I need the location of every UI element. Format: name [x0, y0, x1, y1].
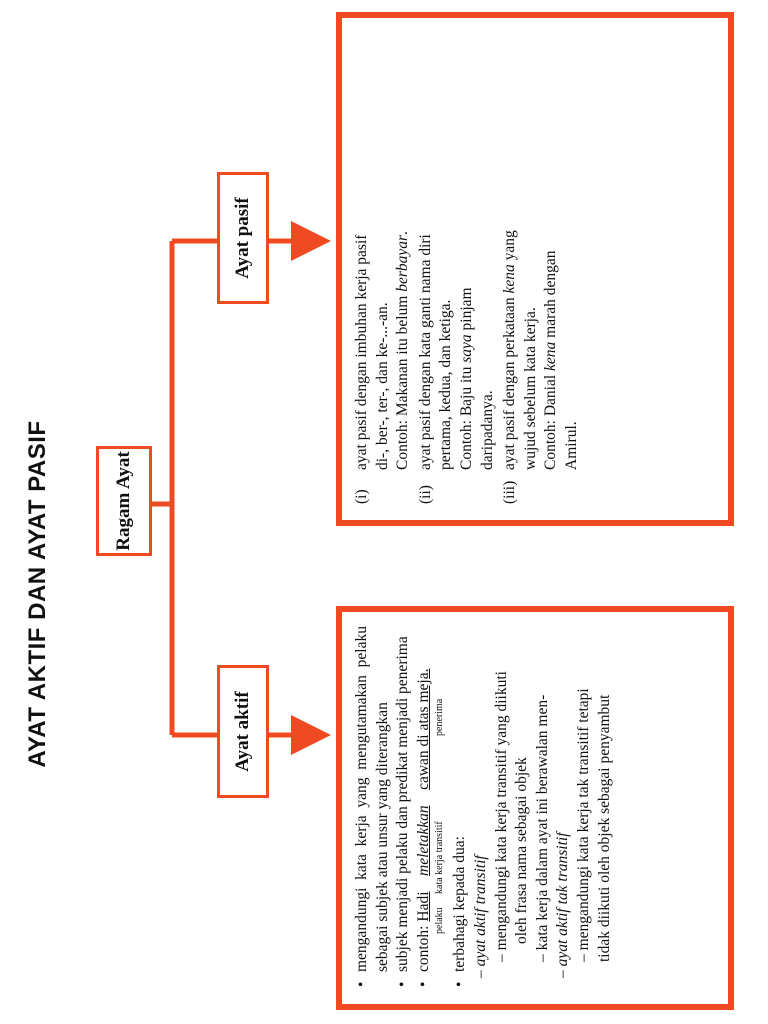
pasif-item-ii	[416, 32, 498, 504]
tag-kata-kerja-transitif: kata kerja transitif	[434, 821, 446, 894]
pasif-item-i-number: (i)	[353, 489, 370, 504]
example-tags	[435, 626, 447, 972]
pasif-item-iii-line-2: wujud sebelum kata kerja.	[521, 307, 539, 470]
pasif-item-ii-line-2: pertama, kedua, dan ketiga.	[437, 299, 455, 470]
pasif-item-iii	[500, 32, 582, 504]
aktif-bullet-4: • terbahagi kepada dua:	[450, 626, 471, 972]
aktif-tak-transitif-heading: – ayat aktif tak transitif	[554, 832, 572, 978]
example-word-hadi: Hadi	[414, 891, 432, 922]
pasif-item-i-line-1: ayat pasif dengan imbuhan kerja pasif	[353, 234, 370, 470]
pasif-item-ii-example-cont: daripadanya.	[478, 390, 496, 470]
aktif-transitif-point-2: – kata kerja dalam ayat ini berawalan men-	[533, 694, 551, 962]
pasif-item-ii-line-1: ayat pasif dengan kata ganti nama diri	[416, 234, 434, 470]
pasif-item-iii-example: Contoh: Danial kena marah dengan	[542, 250, 560, 470]
pasif-item-iii-example-cont: Amirul.	[563, 421, 581, 470]
aktif-bullet-2: • subjek menjadi pelaku dan predikat menjadi penerima	[393, 626, 414, 972]
pasif-item-iii-line-1: ayat pasif dengan perkataan kena yang	[501, 230, 519, 470]
pasif-item-iii-number: (iii)	[501, 480, 519, 504]
example-word-cawan: cawan di atas meja.	[414, 668, 432, 790]
pasif-item-ii-number: (ii)	[416, 485, 434, 504]
aktif-bullet-list	[352, 626, 471, 988]
aktif-bullet-1: • mengandungi kata kerja yang mengutamakan pelaku sebagai subjek atau unsur yang diterangkan	[352, 626, 393, 972]
aktif-bullet-3	[414, 626, 448, 972]
aktif-transitif-point-1-cont: oleh frasa nama sebagai objek	[513, 757, 531, 944]
page-title: AYAT AKTIF DAN AYAT PASIF	[24, 420, 51, 768]
example-prefix: contoh:	[414, 925, 432, 972]
ayat-pasif-label: Ayat pasif	[232, 197, 253, 279]
tag-pelaku: pelaku	[434, 907, 446, 934]
ayat-pasif-panel	[336, 12, 734, 526]
aktif-tak-transitif-point-1: – mengandungi kata kerja tak transitif tetapi	[575, 688, 593, 962]
pasif-list	[352, 32, 583, 504]
ayat-aktif-node	[217, 665, 269, 798]
aktif-transitif-point-1: – mengandungi kata kerja transitif yang diikuti	[492, 671, 510, 962]
aktif-transitif-heading: – ayat aktif transitif	[472, 855, 490, 978]
aktif-example	[414, 626, 435, 972]
example-word-meletakkan: meletakkan	[414, 805, 432, 876]
root-node	[96, 446, 152, 556]
ayat-aktif-label: Ayat aktif	[232, 691, 253, 772]
aktif-tak-transitif-point-1-cont: tidak diikuti oleh objek sebagai penyambut	[595, 694, 613, 962]
pasif-item-i-example: Contoh: Makanan itu belum berbayar.	[394, 231, 412, 470]
root-label: Ragam Ayat	[113, 451, 134, 551]
pasif-item-ii-example: Contoh: Baju itu saya pinjam	[458, 287, 476, 470]
tag-penerima: penerima	[434, 698, 446, 736]
ayat-pasif-node	[217, 172, 269, 304]
pasif-item-i	[352, 32, 414, 504]
ayat-aktif-panel	[336, 606, 734, 1010]
pasif-item-i-line-2: di-, ber-, ter-, dan ke-...-an.	[373, 302, 391, 470]
